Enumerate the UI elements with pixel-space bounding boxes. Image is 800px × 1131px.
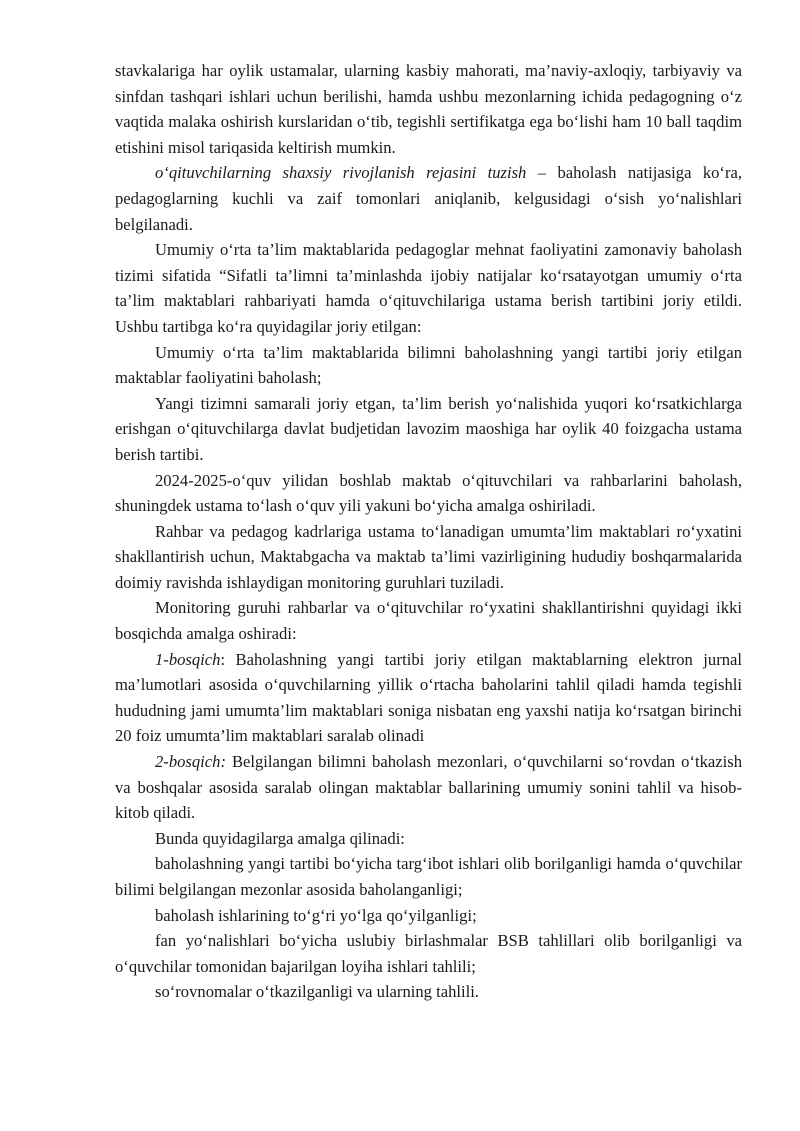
paragraph-6-text: 2024-2025-o‘quv yilidan boshlab maktab o‘qituvchilari va rahbarlarini baholash, shuningdek ustama to‘lash o‘quv yili yakuni bo‘yicha amalga oshiriladi.: [115, 470, 742, 516]
paragraph-13: [115, 903, 742, 929]
paragraph-15-text: so‘rovnomalar o‘tkazilganligi va ularning tahlili.: [155, 982, 479, 1002]
paragraph-12: [115, 851, 742, 902]
paragraph-4-text: Umumiy o‘rta ta’lim maktablarida bilimni baholashning yangi tartibi joriy etilgan maktablar faoliyatini baholash;: [115, 342, 742, 388]
paragraph-2-lead: o‘qituvchilarning shaxsiy rivojlanish rejasini tuzish: [155, 163, 527, 183]
paragraph-14-text: fan yo‘nalishlari bo‘yicha uslubiy birlashmalar BSB tahlillari olib borilganligi va o‘quvchilar tomonidan bajarilgan loyiha ishlari tahlili;: [115, 931, 742, 976]
paragraph-6: [115, 468, 742, 519]
paragraph-10-text: Belgilangan bilimni baholash mezonlari, o‘quvchilarni so‘rovdan o‘tkazish va boshqalar asosida saralab olingan maktablar ballarining umumiy sonini tahlil va hisob-kitob qiladi.: [115, 752, 742, 823]
paragraph-7-text: Rahbar va pedagog kadrlariga ustama to‘lanadigan umumta’lim maktablari ro‘yxatini shakllantirish uchun, Maktabgacha va maktab ta’limi vazirligining hududiy boshqarmalarida doimiy ravishda ishlaydigan monitoring guruhlari tuziladi.: [115, 521, 742, 592]
paragraph-2: [115, 160, 742, 237]
paragraph-10: [115, 749, 742, 826]
paragraph-11-text: Bunda quyidagilarga amalga qilinadi:: [155, 828, 405, 848]
paragraph-3: [115, 237, 742, 339]
paragraph-15: [115, 979, 742, 1005]
paragraph-8: [115, 595, 742, 646]
paragraph-1-text: stavkalariga har oylik ustamalar, ularning kasbiy mahorati, ma’naviy-axloqiy, tarbiyaviy va sinfdan tashqari ishlari uchun berilishi, hamda ushbu mezonlarning ichida pedagogning o‘z vaqtida malaka oshirish kurslaridan o‘tib, tegishli sertifikatga ega bo‘lishi ham 10 ball taqdim etishini misol tariqasida keltirish mumkin.: [115, 61, 742, 157]
paragraph-12-text: baholashning yangi tartibi bo‘yicha targ‘ibot ishlari olib borilganligi hamda o‘quvchilar bilimi belgilangan mezonlar asosida baholanganligi;: [115, 854, 742, 899]
paragraph-5-text: Yangi tizimni samarali joriy etgan, ta’lim berish yo‘nalishida yuqori ko‘rsatkichlarga erishgan o‘qituvchilarga davlat budjetidan lavozim maoshiga har oylik 40 foizgacha ustama berish tartibi.: [115, 393, 742, 464]
paragraph-4: [115, 340, 742, 391]
paragraph-5: [115, 391, 742, 468]
paragraph-11: [115, 826, 742, 852]
paragraph-1: [115, 58, 742, 160]
paragraph-3-text: Umumiy o‘rta ta’lim maktablarida pedagoglar mehnat faoliyatini zamonaviy baholash tizimi sifatida “Sifatli ta’limni ta’minlashda ijobiy natijalar ko‘rsatayotgan umumiy o‘rta ta’lim maktablari rahbariyati hamda o‘qituvchilariga ustama berish tartibini joriy etildi. Ushbu tartibga ko‘ra quyidagilar joriy etilgan:: [115, 240, 742, 336]
paragraph-10-lead: 2-bosqich:: [155, 752, 226, 772]
paragraph-2-text: – baholash natijasiga ko‘ra, pedagoglarning kuchli va zaif tomonlari aniqlanib, kelgusidagi o‘sish yo‘nalishlari belgilanadi.: [115, 163, 742, 234]
document-page: [115, 58, 742, 1005]
paragraph-14: [115, 928, 742, 979]
paragraph-9: [115, 647, 742, 749]
paragraph-9-text: : Baholashning yangi tartibi joriy etilgan maktablarning elektron jurnal ma’lumotlari asosida o‘quvchilarning yillik o‘rtacha baholarini tahlil qiladi hamda tegishli hududning jami umumta’lim maktablari soniga nisbatan eng yaxshi natija ko‘rsatgan birinchi 20 foiz umumta’lim maktablari saralab olinadi: [115, 649, 742, 746]
paragraph-9-lead: 1-bosqich: [155, 649, 221, 669]
paragraph-8-text: Monitoring guruhi rahbarlar va o‘qituvchilar ro‘yxatini shakllantirishni quyidagi ikki bosqichda amalga oshiradi:: [115, 598, 742, 644]
paragraph-7: [115, 519, 742, 596]
paragraph-13-text: baholash ishlarining to‘g‘ri yo‘lga qo‘yilganligi;: [155, 905, 477, 925]
